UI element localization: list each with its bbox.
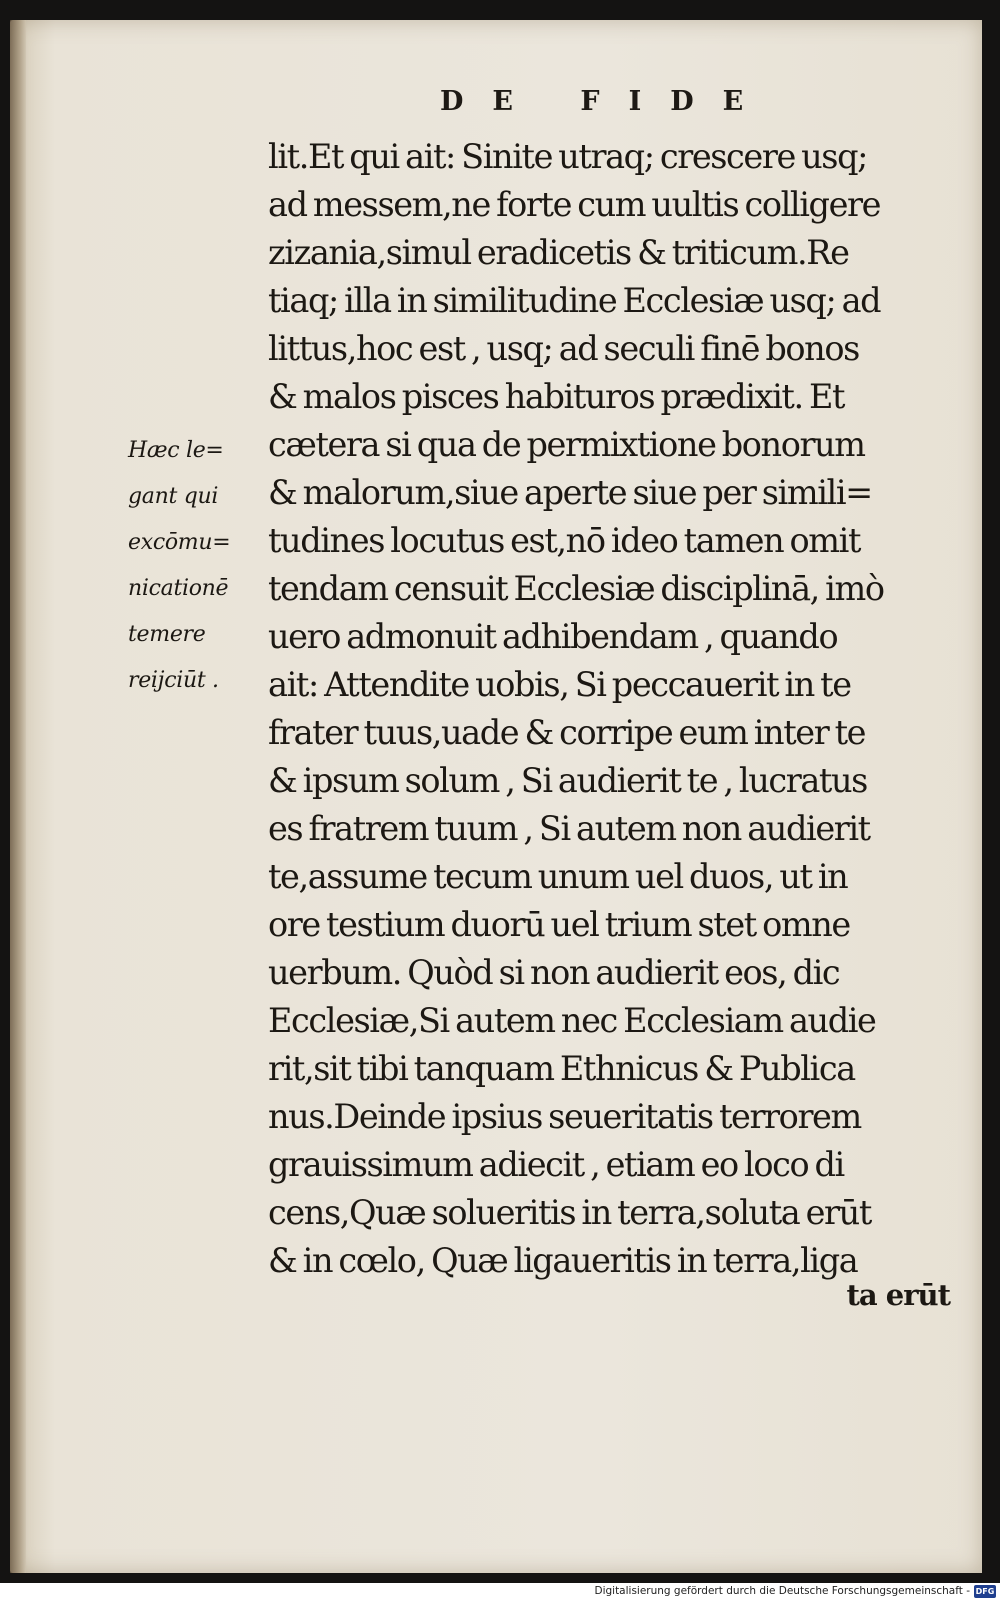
text-line: te,assume tecum unum uel duos, ut in	[268, 857, 848, 896]
text-line: zizania,simul eradicetis & triticum.Re	[268, 233, 849, 272]
text-line: & malorum,siue aperte siue per simili=	[268, 473, 872, 512]
text-line: ait: Attendite uobis, Si peccauerit in te	[268, 665, 851, 704]
dfg-logo-icon: DFG	[975, 1587, 995, 1596]
marginal-note-line: excōmu=	[128, 530, 231, 555]
text-line: littus,hoc est , usq; ad seculi finē bonos	[268, 329, 859, 368]
text-line: & malos pisces habituros prædixit. Et	[268, 377, 845, 416]
text-line: uero admonuit adhibendam , quando	[268, 617, 838, 656]
marginal-note-line: reijciūt .	[128, 668, 219, 693]
running-head: DE FIDE	[440, 86, 773, 117]
text-line: ore testium duorū uel trium stet omne	[268, 905, 850, 944]
text-line: uerbum. Quòd si non audierit eos, dic	[268, 953, 840, 992]
marginal-note-line: temere	[128, 622, 206, 647]
text-line: nus.Deinde ipsius seueritatis terrorem	[268, 1097, 861, 1136]
marginal-note-line: gant qui	[128, 484, 219, 509]
page-binding-edge	[10, 20, 26, 1573]
digitization-footer	[0, 1583, 1000, 1601]
text-line: grauissimum adiecit , etiam eo loco di	[268, 1145, 844, 1184]
text-line: tendam censuit Ecclesiæ disciplinā, imò	[268, 569, 884, 608]
body-text	[268, 133, 968, 1285]
text-line: & ipsum solum , Si audierit te , lucratus	[268, 761, 867, 800]
text-line: ad messem,ne forte cum uultis colligere	[268, 185, 881, 224]
funding-credit: Digitalisierung gefördert durch die Deutsche Forschungsgemeinschaft -	[594, 1585, 970, 1597]
marginal-note-line: nicationē	[128, 576, 229, 601]
text-line: frater tuus,uade & corripe eum inter te	[268, 713, 866, 752]
text-line: rit,sit tibi tanquam Ethnicus & Publica	[268, 1049, 855, 1088]
text-line: tudines locutus est,nō ideo tamen omit	[268, 521, 861, 560]
text-line: & in cœlo, Quæ ligaueritis in terra,liga	[268, 1241, 858, 1280]
text-line: tiaq; illa in similitudine Ecclesiæ usq; ad	[268, 281, 881, 320]
catchword: ta erūt	[846, 1278, 950, 1312]
text-line: Ecclesiæ,Si autem nec Ecclesiam audie	[268, 1001, 876, 1040]
text-line: lit.Et qui ait: Sinite utraq; crescere usq;	[268, 137, 868, 176]
marginal-note	[128, 428, 268, 704]
text-line: cens,Quæ solueritis in terra,soluta erūt	[268, 1193, 871, 1232]
text-line: cætera si qua de permixtione bonorum	[268, 425, 865, 464]
marginal-note-line: Hæc le=	[128, 438, 224, 463]
text-line: es fratrem tuum , Si autem non audierit	[268, 809, 870, 848]
